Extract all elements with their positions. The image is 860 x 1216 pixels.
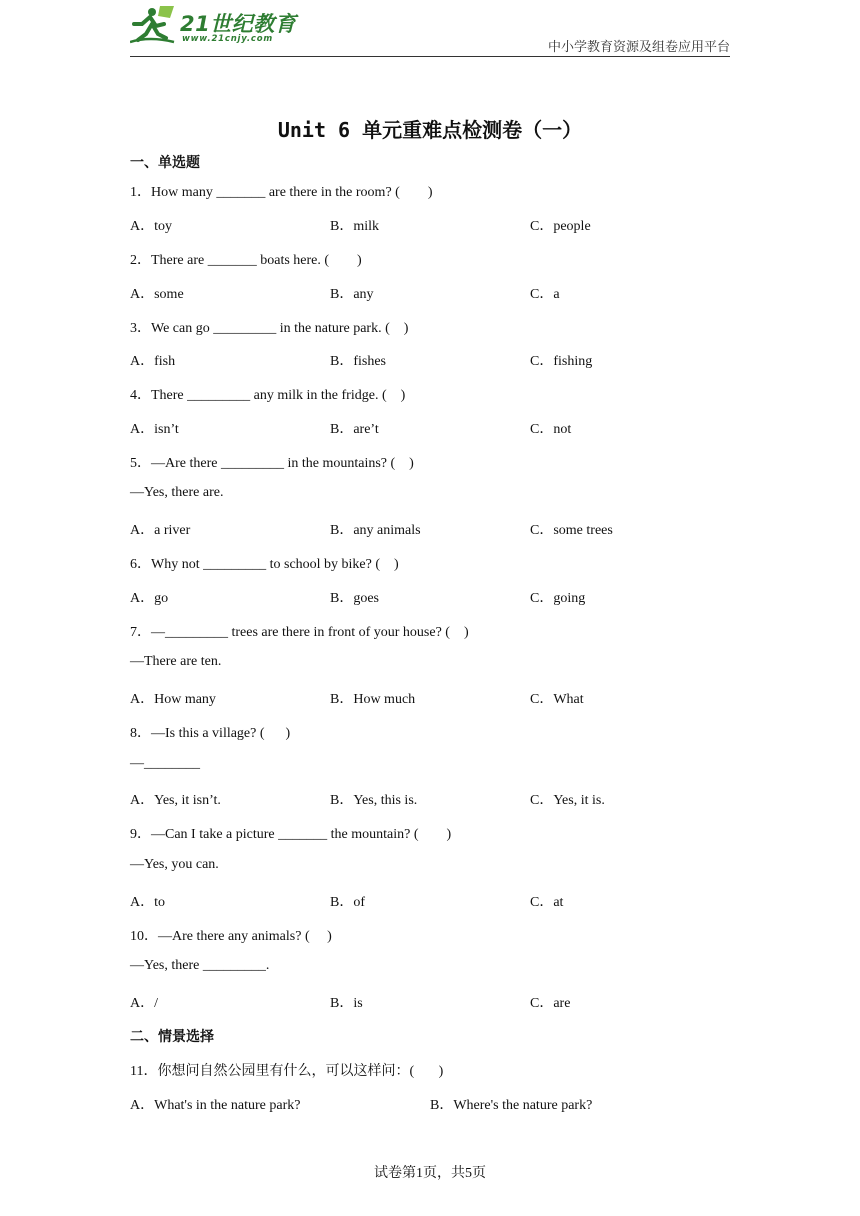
question-1-option-b: B．milk — [330, 219, 380, 234]
page-footer: 试卷第1页，共5页 — [374, 1166, 486, 1181]
question-4-stem: 4．There _________ any milk in the fridge. ( ) — [130, 388, 406, 403]
question-3-option-b: B．fishes — [330, 354, 386, 369]
question-10-reply: —Yes, there _________. — [130, 958, 270, 973]
question-5-option-a: A．a river — [130, 523, 191, 538]
question-10-option-c: C．are — [530, 996, 571, 1011]
question-5-reply: —Yes, there are. — [130, 485, 224, 500]
page-header — [130, 0, 730, 57]
question-5-stem: 5．—Are there _________ in the mountains? ( ) — [130, 456, 414, 471]
question-11-stem: 11．你想问自然公园里有什么，可以这样问：( ) — [130, 1064, 444, 1079]
question-2-option-c: C．a — [530, 287, 560, 302]
question-2-option-b: B．any — [330, 287, 374, 302]
question-10-option-a: A．/ — [130, 996, 158, 1011]
question-8-option-c: C．Yes, it is. — [530, 793, 605, 808]
question-1-stem: 1．How many _______ are there in the room? ( ) — [130, 185, 433, 200]
logo — [130, 4, 300, 46]
question-2-option-a: A．some — [130, 287, 184, 302]
question-3-option-c: C．fishing — [530, 354, 593, 369]
question-8-stem: 8．—Is this a village? ( ) — [130, 726, 291, 741]
question-9-stem: 9．—Can I take a picture _______ the mountain? ( ) — [130, 827, 452, 842]
platform-name: 中小学教育资源及组卷应用平台 — [547, 39, 730, 54]
question-11-option-a: A．What's in the nature park? — [130, 1098, 301, 1113]
question-8-reply: —________ — [130, 756, 200, 771]
question-2-stem: 2．There are _______ boats here. ( ) — [130, 253, 362, 268]
question-11-option-b: B．Where's the nature park? — [430, 1098, 593, 1113]
question-10-option-b: B．is — [330, 996, 363, 1011]
section-heading-single-choice: 一、单选题 — [130, 155, 200, 171]
question-5-option-b: B．any animals — [330, 523, 421, 538]
runner-icon — [130, 4, 178, 46]
question-6-stem: 6．Why not _________ to school by bike? ( ) — [130, 557, 399, 572]
question-8-option-b: B．Yes, this is. — [330, 793, 418, 808]
question-9-option-c: C．at — [530, 895, 564, 910]
question-1-option-c: C．people — [530, 219, 591, 234]
question-4-option-a: A．isn’t — [130, 422, 179, 437]
section-heading-situational: 二、情景选择 — [130, 1029, 214, 1045]
question-4-option-c: C．not — [530, 422, 572, 437]
question-7-stem: 7．—_________ trees are there in front of your house? ( ) — [130, 625, 469, 640]
question-10-stem: 10．—Are there any animals? ( ) — [130, 929, 332, 944]
page-title: Unit 6 单元重难点检测卷（一） — [277, 118, 583, 142]
question-1-option-a: A．toy — [130, 219, 172, 234]
question-4-option-b: B．are’t — [330, 422, 379, 437]
question-6-option-b: B．goes — [330, 591, 379, 606]
question-7-reply: —There are ten. — [130, 654, 222, 669]
logo-text: 21世纪教育 — [180, 12, 297, 36]
question-9-option-a: A．to — [130, 895, 165, 910]
question-6-option-c: C．going — [530, 591, 586, 606]
question-3-stem: 3．We can go _________ in the nature park. ( ) — [130, 321, 409, 336]
question-5-option-c: C．some trees — [530, 523, 613, 538]
question-9-reply: —Yes, you can. — [130, 857, 219, 872]
question-8-option-a: A．Yes, it isn’t. — [130, 793, 221, 808]
question-7-option-b: B．How much — [330, 692, 416, 707]
question-3-option-a: A．fish — [130, 354, 176, 369]
question-9-option-b: B．of — [330, 895, 365, 910]
question-6-option-a: A．go — [130, 591, 169, 606]
logo-url: www.21cnjy.com — [182, 34, 273, 44]
question-7-option-a: A．How many — [130, 692, 216, 707]
question-7-option-c: C．What — [530, 692, 584, 707]
